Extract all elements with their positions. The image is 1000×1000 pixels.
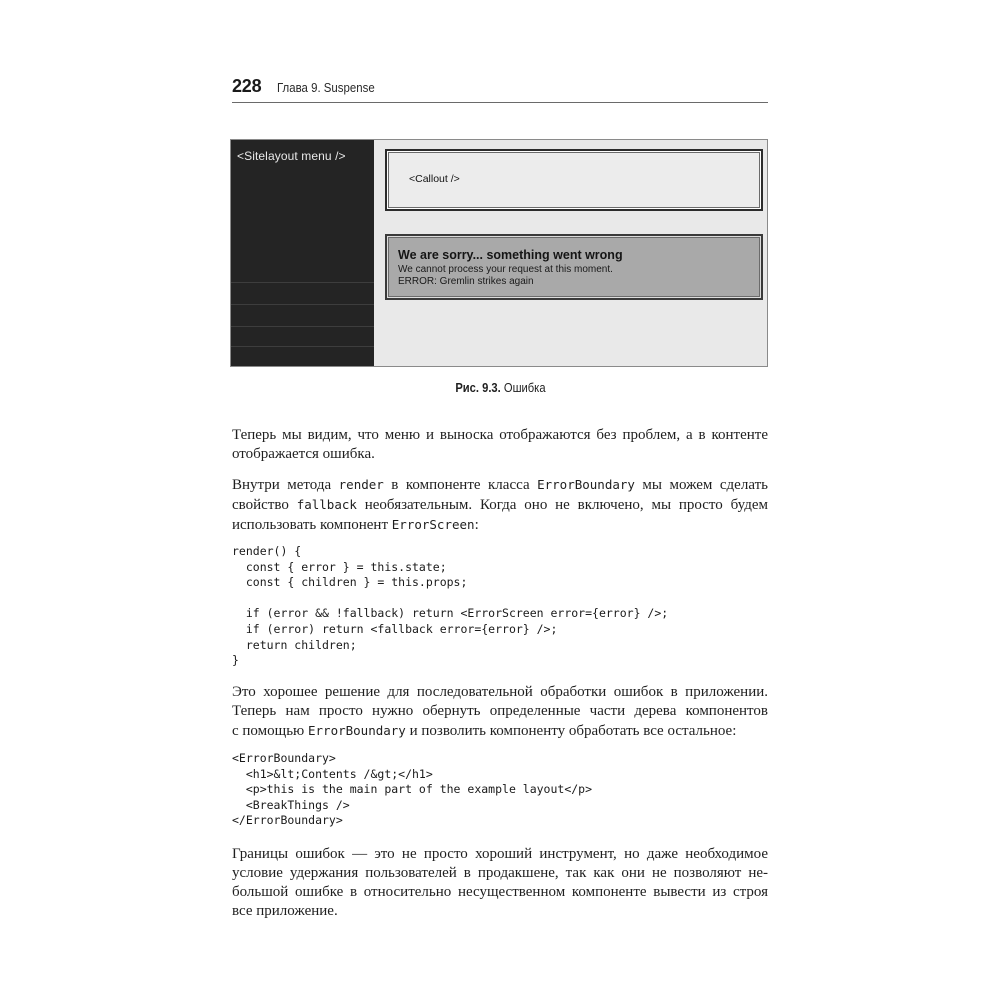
code-line: <p>this is the main part of the example layout</p> <box>232 782 593 797</box>
paragraph-line <box>232 515 768 535</box>
callout-box <box>385 149 763 211</box>
callout-label: <Callout /> <box>409 173 460 185</box>
paragraph-line: Теперь мы видим, что меню и выноска отображаются без проблем, а в контенте <box>232 427 768 443</box>
text-run: в компоненте класса <box>383 477 538 493</box>
code-line: const { children } = this.props; <box>232 575 468 590</box>
paragraph-3 <box>232 683 768 741</box>
running-title: Глава 9. Suspense <box>277 80 376 95</box>
text-run: мы можем сделать <box>634 477 768 493</box>
code-line: if (error) return <fallback error={error} />; <box>232 621 558 636</box>
error-detail: ERROR: Gremlin strikes again <box>398 276 534 287</box>
code-block-render <box>232 544 768 669</box>
text-run: необязательным. Когда оно не включено, мы просто будем <box>356 497 769 513</box>
paragraph-line <box>232 495 768 515</box>
code-line: <BreakThings /> <box>232 797 350 812</box>
menu-divider <box>231 326 374 327</box>
code-line <box>232 591 768 607</box>
text-run: свойство <box>232 497 297 513</box>
paragraph-line: условие удержания пользователей в продакшене, так как они не позволяют не- <box>232 865 768 881</box>
figure-error-layout <box>230 139 768 367</box>
inline-code: fallback <box>296 497 357 512</box>
figure-caption <box>232 380 768 395</box>
caption-text: Ошибка <box>500 380 546 395</box>
paragraph-1 <box>232 426 768 464</box>
page-header <box>232 76 768 103</box>
menu-divider <box>231 282 374 283</box>
caption-label: Рис. 9.3. <box>454 380 501 395</box>
code-line: </ErrorBoundary> <box>232 813 343 828</box>
paragraph-line <box>232 475 768 495</box>
inline-code: ErrorBoundary <box>308 723 406 738</box>
menu-divider <box>231 304 374 305</box>
code-line: return children; <box>232 637 357 652</box>
paragraph-2 <box>232 475 768 535</box>
text-run: и позволить компоненту обработать все остальное: <box>405 723 737 739</box>
page-number: 228 <box>232 76 262 96</box>
code-line: const { error } = this.state; <box>232 559 447 574</box>
code-line: if (error && !fallback) return <ErrorScreen error={error} />; <box>232 606 669 621</box>
menu-label: <Sitelayout menu /> <box>237 149 346 163</box>
paragraph-line: Теперь нам просто нужно обернуть определенные части дерева компонентов <box>232 703 768 719</box>
paragraph-line: большой ошибке в относительно несущественном компоненте вывести из строя <box>232 884 768 900</box>
error-message: We cannot process your request at this moment. <box>398 264 613 275</box>
paragraph-line <box>232 721 768 741</box>
text-run: Внутри метода <box>232 477 339 493</box>
paragraph-line: Это хорошее решение для последовательной обработки ошибок в приложении. <box>232 684 768 700</box>
inline-code: ErrorBoundary <box>537 477 635 492</box>
code-line: <ErrorBoundary> <box>232 751 336 765</box>
text-run: использовать компонент <box>232 517 392 533</box>
code-line: render() { <box>232 544 302 558</box>
error-screen-box <box>385 234 763 300</box>
text-run: с помощью <box>232 723 308 739</box>
menu-divider <box>231 346 374 347</box>
paragraph-line: Границы ошибок — это не просто хороший инструмент, но даже необходимое <box>232 846 768 862</box>
paragraph-4 <box>232 845 768 921</box>
code-block-error-boundary <box>232 751 768 829</box>
sitelayout-menu-panel <box>231 140 374 366</box>
paragraph-line: все приложение. <box>232 903 338 919</box>
code-line: } <box>232 653 239 668</box>
code-line: <h1>&lt;Contents /&gt;</h1> <box>232 766 433 781</box>
paragraph-line: отображается ошибка. <box>232 446 375 462</box>
inline-code: ErrorScreen <box>391 517 475 532</box>
inline-code: render <box>338 477 384 492</box>
text-run: : <box>474 517 479 533</box>
error-title: We are sorry... something went wrong <box>398 248 623 262</box>
